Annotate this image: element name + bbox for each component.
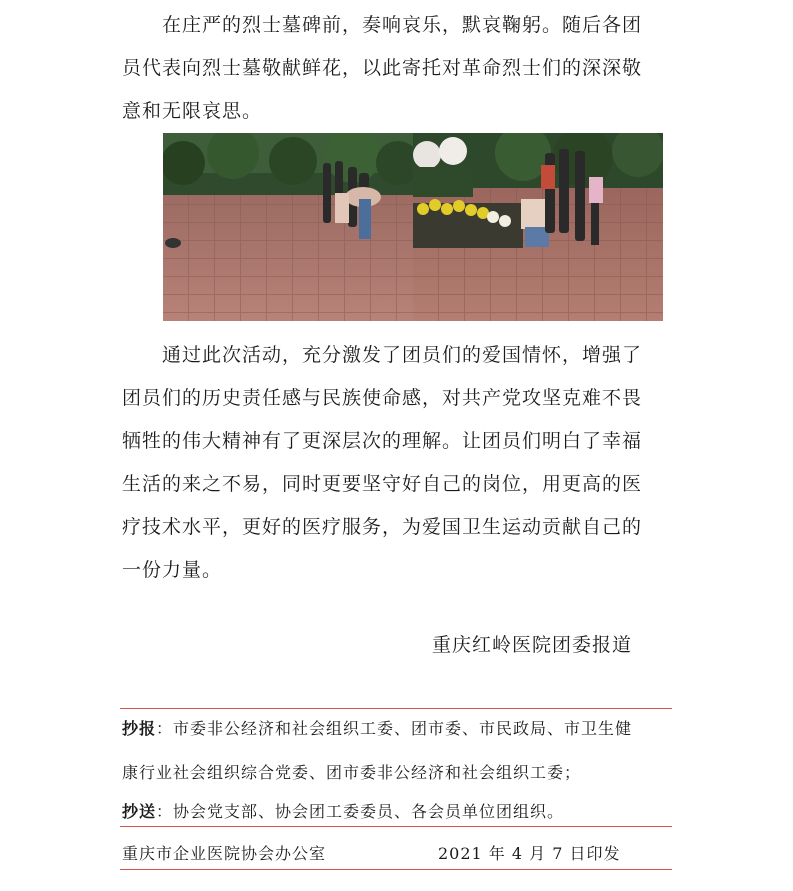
middle-rule [120,826,672,827]
report-line-1 [122,716,632,739]
report-line-2: 康行业社会组织综合党委、团市委非公经济和社会组织工委； [122,763,582,782]
laying-flowers-photo [413,133,663,321]
body-line: 疗技术水平，更好的医疗服务，为爱国卫生运动贡献自己的 [122,516,643,538]
body-line: 一份力量。 [122,559,223,581]
body-line: 生活的来之不易，同时更要坚守好自己的岗位，用更高的医 [122,473,643,495]
send-line [122,799,564,822]
body-line: 牺牲的伟大精神有了更深层次的理解。让团员们明白了幸福 [122,430,643,452]
body-line: 团员们的历史责任感与民族使命感，对共产党攻坚克难不畏 [122,387,643,409]
intro-paragraph [122,4,678,133]
intro-line: 员代表向烈士墓敬献鲜花，以此寄托对革命烈士们的深深敬 [122,57,643,79]
send-label: 抄送 [122,802,157,821]
bowing-at-memorial-photo [163,133,413,321]
report-text: ：市委非公经济和社会组织工委、团市委、市民政局、市卫生健 [156,719,633,738]
body-line: 通过此次活动，充分激发了团员们的爱国情怀，增强了 [162,344,643,366]
intro-line: 意和无限哀思。 [122,100,263,122]
body-paragraph [122,334,678,592]
report-label: 抄报 [122,719,157,738]
intro-line: 在庄严的烈士墓碑前，奏响哀乐，默哀鞠躬。随后各团 [162,14,643,36]
signature: 重庆红岭医院团委报道 [432,634,633,656]
send-text: ：协会党支部、协会团工委委员、各会员单位团组织。 [156,802,565,821]
photo-row [163,133,663,321]
bottom-rule [120,869,672,870]
issue-date: 2021 年 4 月 7 日印发 [438,844,621,863]
top-rule [120,708,672,709]
issuing-office: 重庆市企业医院协会办公室 [122,844,327,863]
